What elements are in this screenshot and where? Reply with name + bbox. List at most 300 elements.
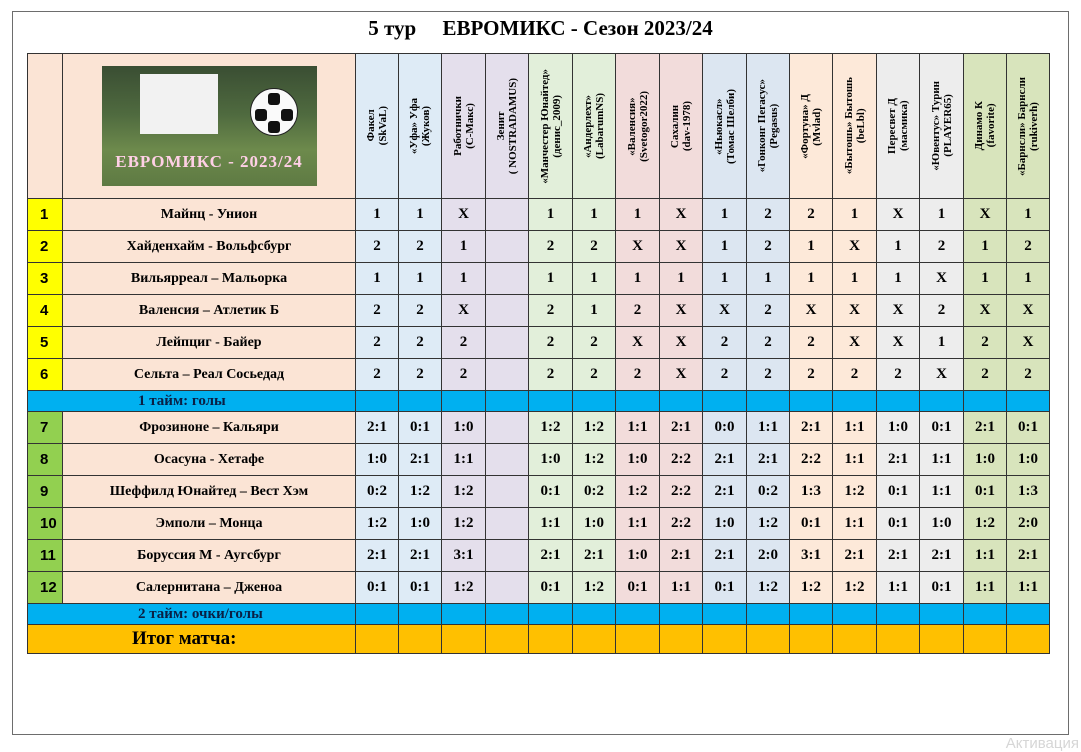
prediction-cell: 2:1 (660, 412, 703, 444)
prediction-cell: 2 (356, 231, 399, 263)
prediction-cell: 1:2 (529, 412, 573, 444)
prediction-cell: 1:1 (833, 508, 877, 540)
participant-nick: (Жуков) (420, 105, 432, 147)
match-name: Эмполи – Монца (63, 508, 356, 540)
participant-name: Пересвет Д (886, 98, 898, 154)
participant-nick: (денис_2009) (550, 94, 563, 158)
prediction-cell: 2:1 (1007, 540, 1050, 572)
prediction-cell: 2 (573, 359, 616, 391)
prediction-cell: 2:2 (660, 508, 703, 540)
prediction-cell: 2 (747, 199, 790, 231)
prediction-cell: 2 (399, 295, 442, 327)
prediction-cell: 2 (790, 199, 833, 231)
participant-name: «Гонконг Пегасус» (756, 79, 768, 173)
participant-nick: (Mvlad) (811, 107, 823, 145)
total-cell (877, 625, 920, 654)
total-cell (573, 625, 616, 654)
match-name: Майнц - Унион (63, 199, 356, 231)
participant-nick: (SkVaL) (377, 106, 389, 146)
prediction-cell: 2:1 (833, 540, 877, 572)
prediction-cell: 0:1 (877, 508, 920, 540)
match-name: Вильярреал – Мальорка (63, 263, 356, 295)
prediction-cell: 2:1 (399, 444, 442, 476)
total-cell (616, 625, 660, 654)
prediction-cell: X (703, 295, 747, 327)
prediction-cell: 2:1 (790, 412, 833, 444)
section-second-half-row (28, 604, 1050, 625)
participant-name: «Валенсия» (625, 96, 638, 156)
prediction-cell: 1 (356, 199, 399, 231)
participant-name: «Ювентус» Турин (929, 81, 942, 171)
prediction-cell: X (833, 231, 877, 263)
corner-cell (28, 54, 63, 199)
match-number: 9 (28, 476, 63, 508)
logo-caption: ЕВРОМИКС - 2023/24 (115, 152, 303, 171)
prediction-cell: 1 (1007, 199, 1050, 231)
prediction-cell: 2 (833, 359, 877, 391)
prediction-cell: 2:1 (703, 444, 747, 476)
prediction-cell (486, 508, 529, 540)
prediction-cell: X (442, 199, 486, 231)
participant-label (843, 77, 867, 174)
participant-name: «Манчестер Юнайтед» (538, 68, 551, 184)
total-cell (356, 625, 399, 654)
logo-cell (63, 54, 356, 199)
prediction-cell: 0:1 (703, 572, 747, 604)
participant-label (930, 81, 954, 171)
section-second-half-cell (964, 604, 1007, 625)
match-name: Осасуна - Хетафе (63, 444, 356, 476)
page-title: 5 тур ЕВРОМИКС - Сезон 2023/24 (368, 16, 713, 40)
prediction-cell: 2 (529, 231, 573, 263)
section-second-half-cell (833, 604, 877, 625)
prediction-cell: 2:1 (660, 540, 703, 572)
prediction-cell: 2:1 (399, 540, 442, 572)
prediction-cell: 2 (616, 359, 660, 391)
section-first-half-cell (529, 391, 573, 412)
prediction-cell: 1 (529, 199, 573, 231)
participant-header (877, 54, 920, 199)
prediction-cell: 1:2 (747, 508, 790, 540)
prediction-cell: 1 (442, 231, 486, 263)
prediction-cell: 1 (399, 263, 442, 295)
match-number: 1 (28, 199, 63, 231)
prediction-cell: 1 (964, 231, 1007, 263)
prediction-cell: 2 (877, 359, 920, 391)
prediction-cell: 1:2 (573, 444, 616, 476)
participant-label (1016, 77, 1040, 176)
section-second-half-cell (529, 604, 573, 625)
prediction-cell (486, 263, 529, 295)
participant-label (365, 106, 389, 145)
prediction-cell: 2 (399, 327, 442, 359)
prediction-cell: 1 (833, 199, 877, 231)
prediction-cell: 1 (703, 263, 747, 295)
participant-header (790, 54, 833, 199)
prediction-cell: 2 (920, 231, 964, 263)
participant-name: Зенит (495, 111, 507, 141)
section-first-half-cell (616, 391, 660, 412)
participant-name: «Ньюкасл» (712, 97, 725, 155)
participant-label (973, 101, 997, 150)
prediction-cell: 2:2 (790, 444, 833, 476)
prediction-cell: 2 (442, 327, 486, 359)
total-cell (703, 625, 747, 654)
prediction-cell: 0:1 (529, 572, 573, 604)
activation-watermark: Активация (1005, 735, 1079, 752)
match-row (28, 263, 1050, 295)
prediction-cell: 2 (529, 295, 573, 327)
match-row (28, 412, 1050, 444)
euromix-logo (102, 66, 317, 186)
match-row (28, 508, 1050, 540)
prediction-cell: X (877, 327, 920, 359)
participant-header (442, 54, 486, 199)
match-name: Фрозиноне – Кальяри (63, 412, 356, 444)
prediction-cell: 1:1 (616, 412, 660, 444)
prediction-cell: 2:1 (356, 412, 399, 444)
prediction-cell: X (877, 199, 920, 231)
match-number: 4 (28, 295, 63, 327)
section-second-half-cell (442, 604, 486, 625)
prediction-cell: 1:1 (616, 508, 660, 540)
prediction-cell: 1:1 (964, 540, 1007, 572)
prediction-cell: 1:1 (833, 412, 877, 444)
prediction-cell: 0:2 (747, 476, 790, 508)
prediction-cell: 0:1 (399, 572, 442, 604)
participant-label (539, 69, 563, 184)
prediction-cell: 2:1 (920, 540, 964, 572)
prediction-cell: 2 (442, 359, 486, 391)
participant-label (408, 98, 432, 154)
prediction-cell: 1:1 (1007, 572, 1050, 604)
prediction-cell: 1 (399, 199, 442, 231)
participant-header (660, 54, 703, 199)
prediction-cell (486, 327, 529, 359)
prediction-cell: 1:2 (747, 572, 790, 604)
participant-label (626, 91, 650, 162)
prediction-cell: 2 (790, 327, 833, 359)
prediction-cell: 0:1 (356, 572, 399, 604)
prediction-cell: 2:1 (877, 540, 920, 572)
prediction-cell: 1 (529, 263, 573, 295)
prediction-cell: 0:1 (877, 476, 920, 508)
prediction-cell: 2 (703, 359, 747, 391)
header-row (28, 54, 1050, 199)
participant-header (964, 54, 1007, 199)
prediction-cell: 1:2 (442, 572, 486, 604)
prediction-cell: 2 (356, 327, 399, 359)
prediction-cell: X (660, 327, 703, 359)
prediction-cell: 1:0 (616, 444, 660, 476)
prediction-cell: 1 (964, 263, 1007, 295)
match-number: 12 (28, 572, 63, 604)
prediction-cell: 1 (790, 231, 833, 263)
total-cell (833, 625, 877, 654)
participant-label (669, 101, 693, 151)
match-row (28, 231, 1050, 263)
prediction-cell: 1 (573, 295, 616, 327)
match-number: 7 (28, 412, 63, 444)
section-first-half-label: 1 тайм: голы (28, 391, 356, 412)
prediction-cell (486, 359, 529, 391)
section-second-half-label: 2 тайм: очки/голы (28, 604, 356, 625)
section-second-half-cell (486, 604, 529, 625)
section-second-half-cell (399, 604, 442, 625)
prediction-cell: 1 (660, 263, 703, 295)
prediction-cell: X (442, 295, 486, 327)
prediction-cell: 1:0 (442, 412, 486, 444)
participant-nick: (Svetogor2022) (637, 90, 650, 162)
prediction-cell: 2:1 (877, 444, 920, 476)
prediction-cell: 2:0 (747, 540, 790, 572)
section-second-half-cell (747, 604, 790, 625)
prediction-cell: 1:1 (442, 444, 486, 476)
prediction-cell: 1:2 (964, 508, 1007, 540)
match-row (28, 327, 1050, 359)
match-row (28, 444, 1050, 476)
prediction-cell: X (1007, 295, 1050, 327)
match-number: 11 (28, 540, 63, 572)
prediction-cell: 1 (616, 263, 660, 295)
prediction-cell: 1:3 (790, 476, 833, 508)
prediction-cell: 2 (1007, 231, 1050, 263)
prediction-cell: 1 (573, 199, 616, 231)
prediction-cell (486, 476, 529, 508)
participant-label (452, 96, 476, 156)
prediction-cell: 1:2 (833, 476, 877, 508)
prediction-cell: X (660, 359, 703, 391)
participant-label (713, 89, 737, 164)
prediction-cell: 1:1 (920, 444, 964, 476)
prediction-cell: 1:2 (790, 572, 833, 604)
prediction-cell: 2 (399, 231, 442, 263)
participant-label (495, 78, 519, 174)
prediction-cell: 1:2 (616, 476, 660, 508)
prediction-cell: 1:2 (573, 572, 616, 604)
prediction-cell: 2:1 (964, 412, 1007, 444)
prediction-cell: 1:0 (920, 508, 964, 540)
participant-label (756, 79, 780, 172)
prediction-cell: 0:1 (1007, 412, 1050, 444)
prediction-cell: 1 (790, 263, 833, 295)
participant-name: Работнички (451, 96, 464, 156)
prediction-cell: 2 (964, 327, 1007, 359)
match-row (28, 540, 1050, 572)
participant-header (703, 54, 747, 199)
section-first-half-cell (877, 391, 920, 412)
match-name: Валенсия – Атлетик Б (63, 295, 356, 327)
prediction-cell: 1:1 (964, 572, 1007, 604)
prediction-cell: 2 (1007, 359, 1050, 391)
section-second-half-cell (616, 604, 660, 625)
match-number: 6 (28, 359, 63, 391)
section-first-half-cell (920, 391, 964, 412)
match-row (28, 572, 1050, 604)
prediction-cell: 1:2 (573, 412, 616, 444)
prediction-cell: 2:0 (1007, 508, 1050, 540)
total-cell (747, 625, 790, 654)
participant-label (799, 94, 823, 159)
total-cell (964, 625, 1007, 654)
prediction-cell: 2 (964, 359, 1007, 391)
section-first-half-cell (356, 391, 399, 412)
prediction-cell: 1 (703, 231, 747, 263)
prediction-cell: X (877, 295, 920, 327)
match-row (28, 476, 1050, 508)
section-second-half-cell (356, 604, 399, 625)
prediction-cell: 1 (877, 263, 920, 295)
prediction-cell: X (964, 199, 1007, 231)
prediction-cell: 1:0 (1007, 444, 1050, 476)
participant-label (582, 93, 606, 159)
prediction-cell: 1 (703, 199, 747, 231)
participant-nick: (масмика) (898, 100, 910, 152)
prediction-cell (486, 199, 529, 231)
section-first-half-cell (833, 391, 877, 412)
prediction-cell: 1 (356, 263, 399, 295)
prediction-cell: X (833, 295, 877, 327)
total-cell (660, 625, 703, 654)
section-second-half-cell (877, 604, 920, 625)
prediction-cell: 1:3 (1007, 476, 1050, 508)
prediction-cell: 1 (920, 327, 964, 359)
prediction-cell: 1:1 (747, 412, 790, 444)
prediction-cell: 1:1 (529, 508, 573, 540)
prediction-cell: 0:1 (920, 412, 964, 444)
participant-header (1007, 54, 1050, 199)
prediction-cell: 1:2 (833, 572, 877, 604)
prediction-cell: 0:1 (399, 412, 442, 444)
prediction-cell: 1:0 (703, 508, 747, 540)
total-cell (442, 625, 486, 654)
prediction-cell: 2 (747, 327, 790, 359)
section-second-half-cell (573, 604, 616, 625)
prediction-cell: 1 (442, 263, 486, 295)
total-label: Итог матча: (28, 625, 356, 654)
prediction-cell: 1:1 (877, 572, 920, 604)
match-name: Хайденхайм - Вольфсбург (63, 231, 356, 263)
participant-header (356, 54, 399, 199)
section-first-half-cell (399, 391, 442, 412)
total-cell (790, 625, 833, 654)
prediction-cell (486, 412, 529, 444)
match-name: Боруссия М - Аугсбург (63, 540, 356, 572)
match-name: Шеффилд Юнайтед – Вест Хэм (63, 476, 356, 508)
participant-name: Сахалин (669, 104, 681, 148)
prediction-cell (486, 295, 529, 327)
prediction-cell: X (964, 295, 1007, 327)
prediction-cell: 2 (573, 327, 616, 359)
prediction-cell: 2 (703, 327, 747, 359)
football-icon (250, 88, 298, 136)
prediction-cell: 1:0 (964, 444, 1007, 476)
section-second-half-cell (920, 604, 964, 625)
match-number: 5 (28, 327, 63, 359)
participant-name: «Фортуна» Д (799, 93, 811, 159)
prediction-cell (486, 572, 529, 604)
prediction-cell: 1 (1007, 263, 1050, 295)
prediction-cell: 2:2 (660, 476, 703, 508)
participant-nick: (Pegasus) (768, 103, 780, 149)
prediction-cell: 2:1 (356, 540, 399, 572)
prediction-cell: 2 (529, 327, 573, 359)
section-first-half-cell (747, 391, 790, 412)
prediction-cell: 2:1 (573, 540, 616, 572)
total-cell (920, 625, 964, 654)
prediction-cell: 1:0 (399, 508, 442, 540)
participant-header (486, 54, 529, 199)
match-number: 8 (28, 444, 63, 476)
prediction-cell: 2 (920, 295, 964, 327)
prediction-cell: 2:1 (703, 476, 747, 508)
prediction-cell: 2 (356, 359, 399, 391)
participant-nick: (С-Макс) (463, 103, 476, 149)
prediction-cell: X (920, 263, 964, 295)
match-row (28, 295, 1050, 327)
prediction-cell: 1 (877, 231, 920, 263)
prediction-cell: 2 (747, 231, 790, 263)
section-first-half-cell (964, 391, 1007, 412)
participant-header (573, 54, 616, 199)
prediction-cell: 2:1 (747, 444, 790, 476)
section-first-half-cell (1007, 391, 1050, 412)
participant-header (616, 54, 660, 199)
league-badges-icon (140, 74, 218, 134)
prediction-cell: 2:1 (529, 540, 573, 572)
prediction-cell: 0:1 (790, 508, 833, 540)
participant-nick: (PLAYER65) (941, 94, 954, 158)
prediction-cell: 2 (399, 359, 442, 391)
prediction-cell: 0:1 (616, 572, 660, 604)
prediction-cell: 1:0 (877, 412, 920, 444)
prediction-cell: X (616, 231, 660, 263)
participant-nick: (rukiverh) (1028, 101, 1040, 151)
prediction-cell: X (1007, 327, 1050, 359)
prediction-cell: 1 (747, 263, 790, 295)
participant-nick: (Томас Шелби) (724, 88, 737, 164)
prediction-cell: 1:0 (616, 540, 660, 572)
prediction-cell: 0:1 (529, 476, 573, 508)
prediction-cell (486, 540, 529, 572)
prediction-cell: 2 (747, 359, 790, 391)
prediction-cell: 2:1 (703, 540, 747, 572)
prediction-cell: 1:2 (442, 476, 486, 508)
prediction-cell: 2 (747, 295, 790, 327)
section-second-half-cell (660, 604, 703, 625)
section-first-half-cell (573, 391, 616, 412)
match-row (28, 359, 1050, 391)
prediction-cell: 1:1 (660, 572, 703, 604)
prediction-cell: 1 (573, 263, 616, 295)
prediction-cell: 3:1 (442, 540, 486, 572)
participant-name: «Андерлехт» (582, 94, 594, 158)
prediction-cell: 1:2 (356, 508, 399, 540)
prediction-cell: 0:0 (703, 412, 747, 444)
match-row (28, 199, 1050, 231)
prediction-cell: 2 (573, 231, 616, 263)
prediction-cell: 2 (790, 359, 833, 391)
total-cell (1007, 625, 1050, 654)
prediction-cell: 1 (920, 199, 964, 231)
prediction-cell: X (660, 295, 703, 327)
prediction-cell (486, 444, 529, 476)
match-number: 10 (28, 508, 63, 540)
participant-nick: (beLbl) (854, 108, 867, 144)
section-first-half-cell (703, 391, 747, 412)
prediction-cell: 1:1 (833, 444, 877, 476)
match-number: 2 (28, 231, 63, 263)
